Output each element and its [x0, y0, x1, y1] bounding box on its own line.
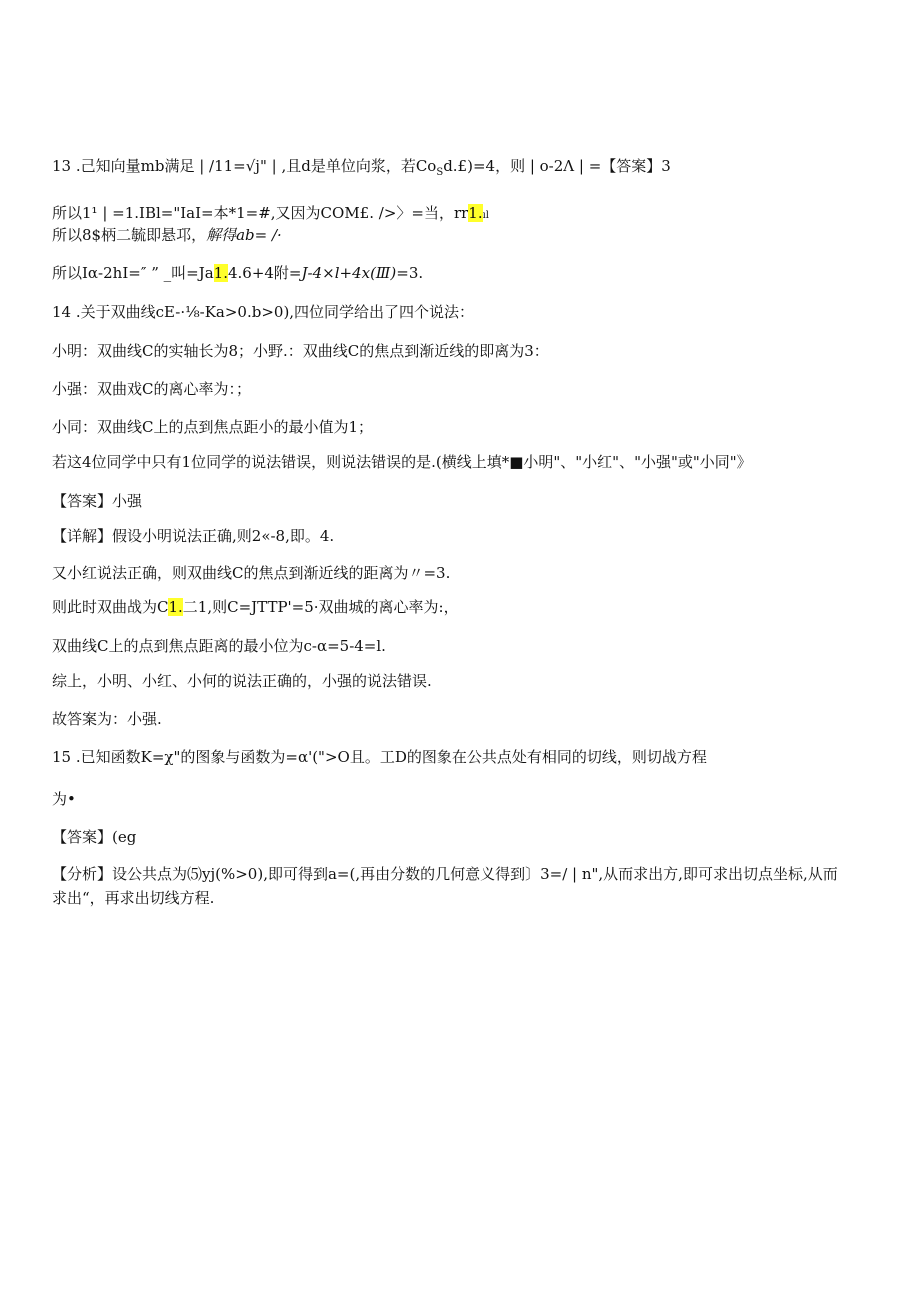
highlight-mark: 1.	[168, 598, 183, 616]
analysis-line: 【分析】设公共点为⑸yj(%>0),即可得到a=(,再由分数的几何意义得到〕3=∕ | n",从而求出方,即可求出切点坐标,从而	[52, 865, 838, 883]
analysis-line: 求出“，再求出切线方程.	[52, 889, 215, 907]
solution-line: 所以Iα-2hI=″ ” _叫=Ja1.4.6+4附=J-4×l+4x(Ⅲ)=3.	[52, 264, 424, 282]
question-13: 13 .己知向量mb满足 | ∕11=√j" | ,且d是单位向浆，若$Co_Sd.£)=4$，则 | o-2Λ | =【答案】3	[52, 157, 671, 178]
statement-line: 若这4位同学中只有1位同学的说法错误，则说法错误的是.(横线上填*■小明"、"小红"、"小强"或"小同"》	[52, 453, 752, 471]
statement-line: 小同：双曲线C上的点到焦点距小的最小值为1；	[52, 418, 374, 436]
explanation-line: 双曲线C上的点到焦点距离的最小位为c-α=5-4=l.	[52, 637, 386, 655]
statement-line: 小明：双曲线C的实轴长为8；小野.：双曲线C的焦点到渐近线的即离为3：	[52, 342, 549, 360]
solution-line: 所以1¹ | =1.IBl="IaI=本*1=#,又因为COM£. />〉=当，rr1.ıl	[52, 204, 490, 222]
question-15: 15 .已知函数K=χ"的图象与函数为=α'(">O且。工D的图象在公共点处有相同的切线，则切战方程	[52, 748, 707, 766]
explanation-line: 故答案为：小强.	[52, 710, 162, 728]
highlight-mark: 1.	[213, 264, 228, 282]
explanation-line: 则此时双曲战为C1.二1,则C=JTTP'=5·双曲城的离心率为:，	[52, 598, 459, 616]
explanation-line: 又小红说法正确，则双曲线C的焦点到渐近线的距离为〃=3.	[52, 564, 451, 582]
answer-line: 【答案】小强	[52, 492, 143, 510]
explanation-line: 综上，小明、小红、小何的说法正确的，小强的说法错误.	[52, 672, 432, 690]
answer-line: 【答案】(eg	[52, 828, 137, 846]
highlight-mark: 1.	[468, 204, 483, 222]
question-14: 14 .关于双曲线cE-·⅛-Ka>0.b>0),四位同学给出了四个说法：	[52, 303, 475, 321]
explanation-line: 【详解】假设小明说法正确,则2«-8,即。4.	[52, 527, 335, 545]
solution-line: 所以8$柄二毓即悬邛，解得ab= /·	[52, 226, 282, 244]
question-15-cont: 为•	[52, 790, 76, 808]
statement-line: 小强：双曲戏C的离心率为：；	[52, 380, 251, 398]
